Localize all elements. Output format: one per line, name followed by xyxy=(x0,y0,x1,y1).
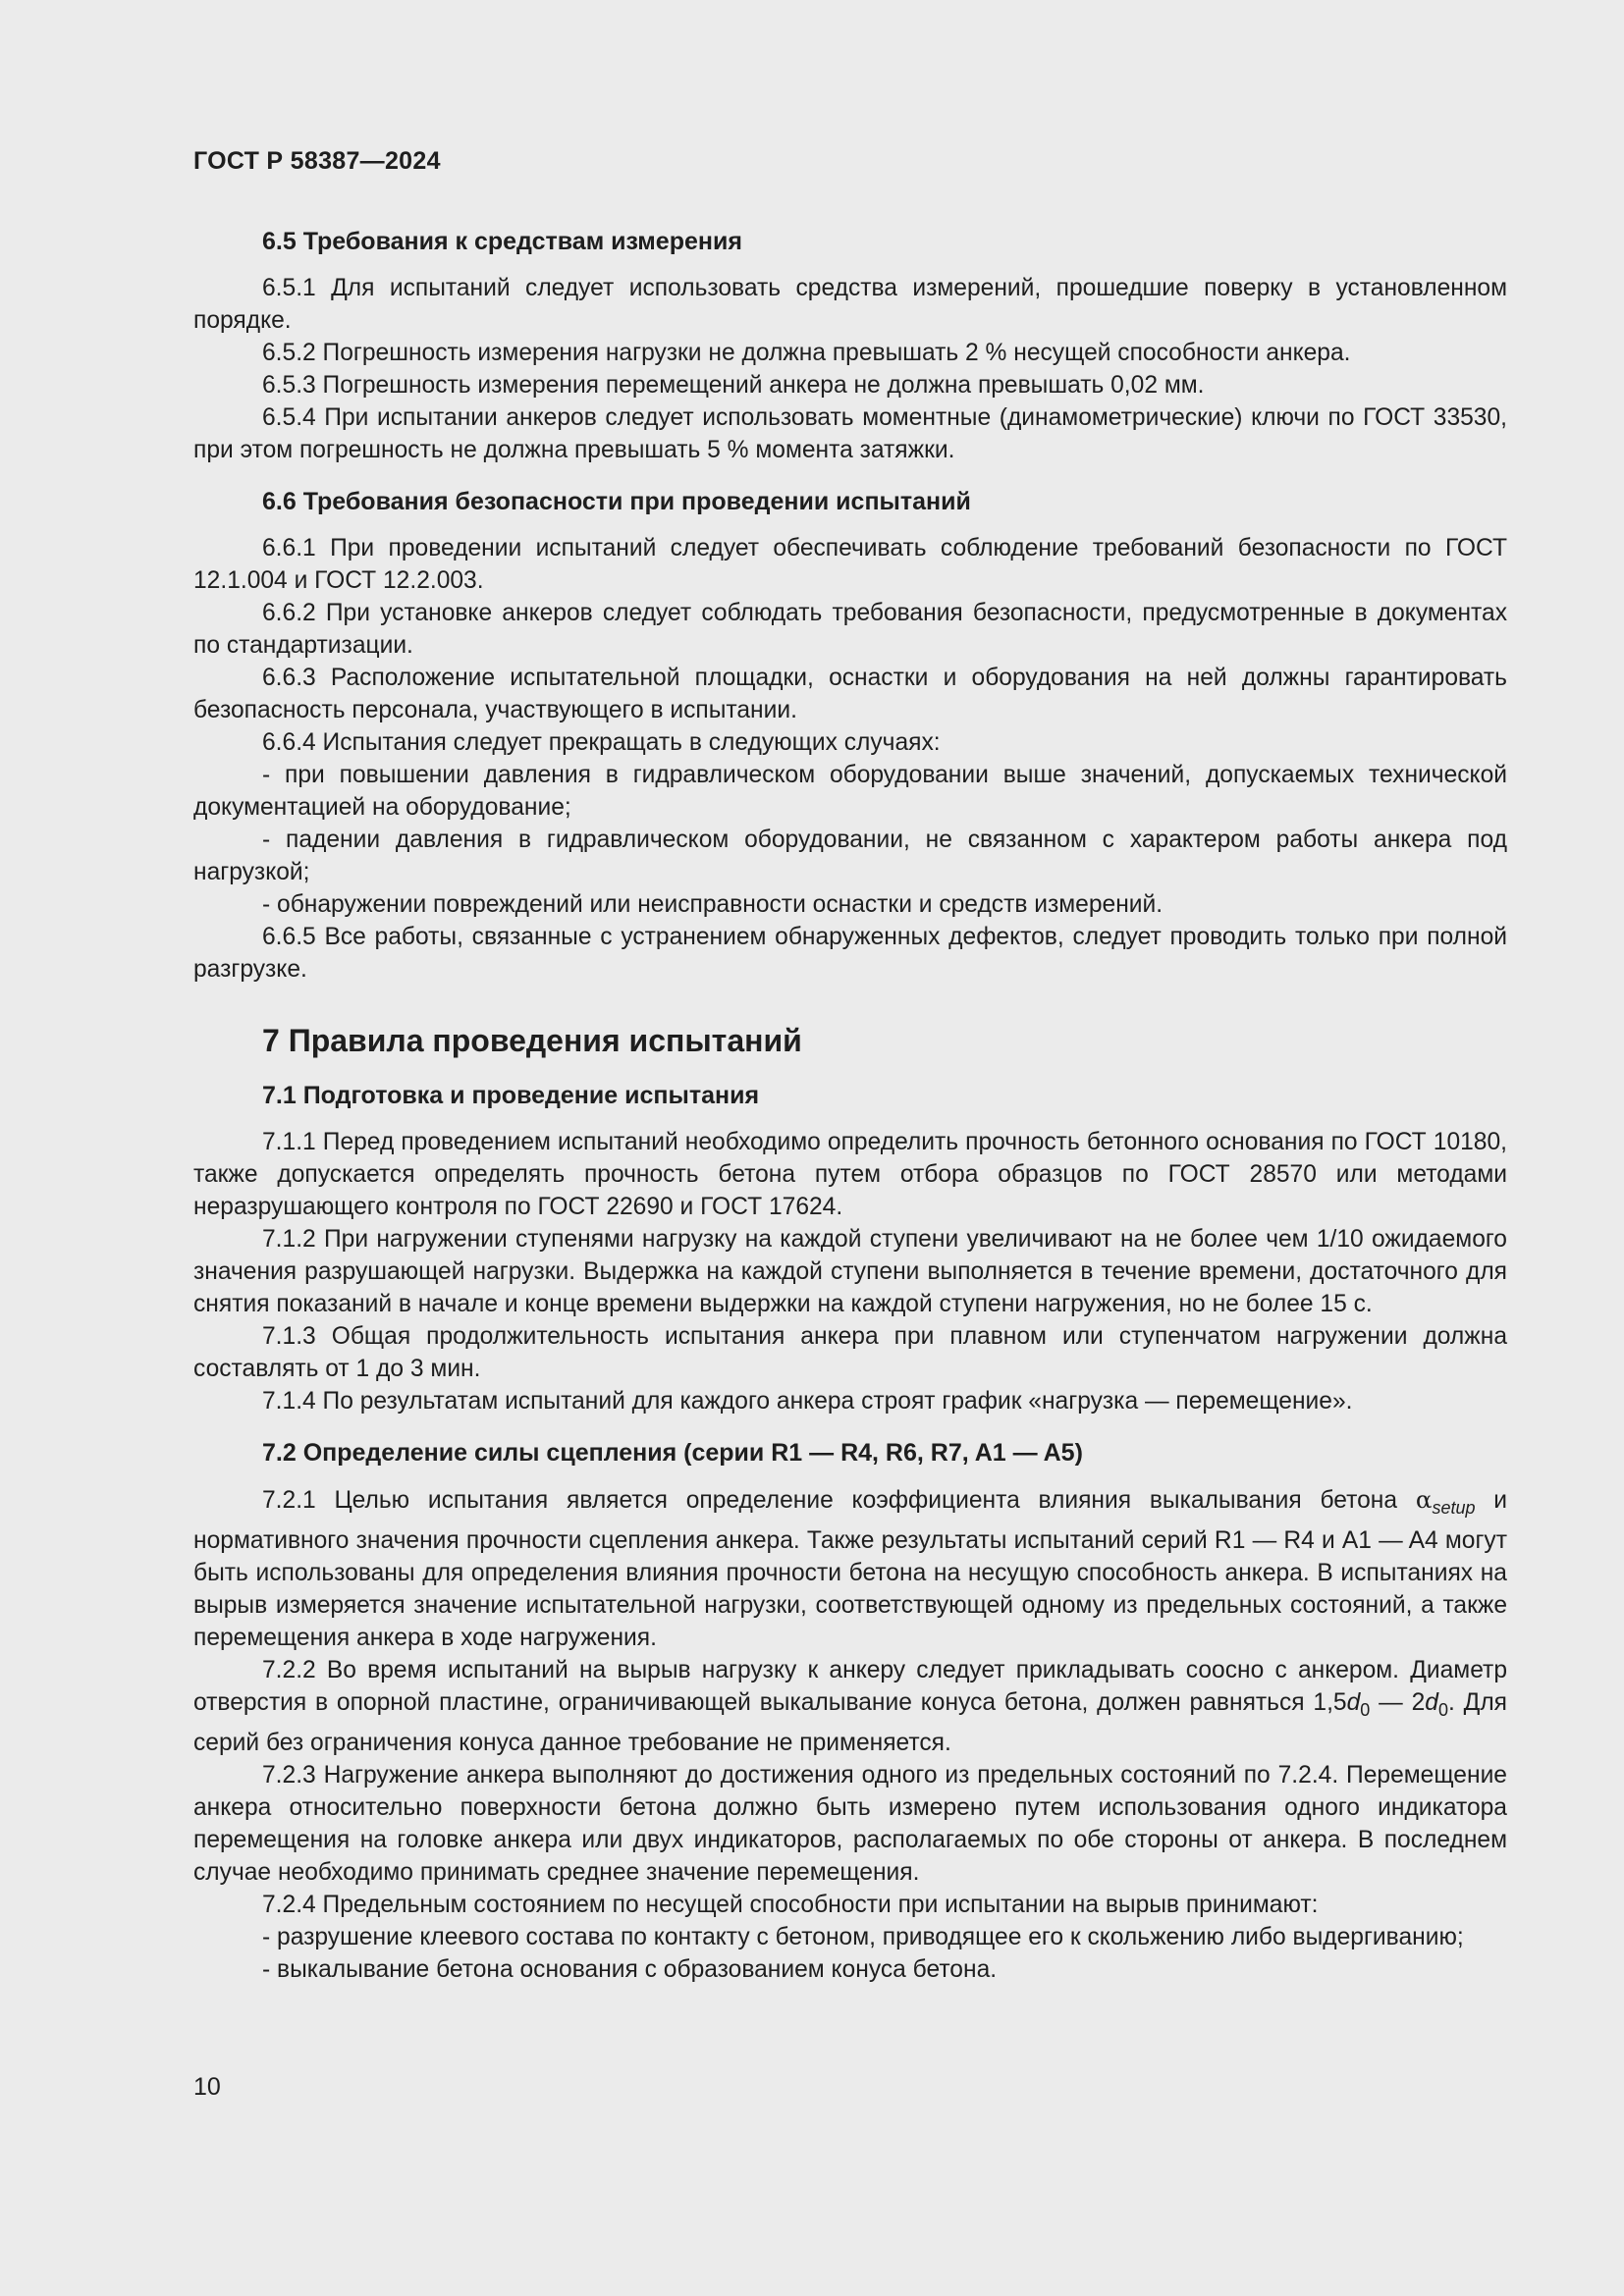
list-item-6-6-4-c: - обнаружении повреждений или неисправности оснастки и средств измерений. xyxy=(262,891,1164,918)
section-7-2-title: 7.2 Определение силы сцепления (серии R1 — R4, R6, R7, A1 — A5) xyxy=(262,1439,1083,1467)
paragraph-7-1-2: 7.1.2 При нагружении ступенями нагрузку на каждой ступени увеличивают на не более чем 1/10 ожидаемого значения разрушающей нагрузки. Выдержка на каждой ступени выполняется в течение времени, достаточного для снятия показаний в начале и конце времени выдержки на каждой ступени нагружения, но не более 15 с. xyxy=(193,1226,1507,1317)
paragraph-7-1-3: 7.1.3 Общая продолжительность испытания анкера при плавном или ступенчатом нагружении должна составлять от 1 до 3 мин. xyxy=(193,1323,1507,1382)
section-6-6-title: 6.6 Требования безопасности при проведении испытаний xyxy=(262,488,971,515)
paragraph-6-6-2: 6.6.2 При установке анкеров следует соблюдать требования безопасности, предусмотренные в документах по стандартизации. xyxy=(193,600,1507,659)
list-item-7-2-4-b: - выкалывание бетона основания с образованием конуса бетона. xyxy=(262,1955,998,1983)
paragraph-6-5-4: 6.5.4 При испытании анкеров следует использовать моментные (динамометрические) ключи по ГОСТ 33530, при этом погрешность не должна превышать 5 % момента затяжки. xyxy=(193,404,1507,463)
paragraph-6-6-3: 6.6.3 Расположение испытательной площадки, оснастки и оборудования на ней должны гарантировать безопасность персонала, участвующего в испытании. xyxy=(193,665,1507,723)
paragraph-6-6-5: 6.6.5 Все работы, связанные с устранением обнаруженных дефектов, следует проводить только при полной разгрузке. xyxy=(193,924,1507,983)
paragraph-6-5-1: 6.5.1 Для испытаний следует использовать средства измерений, прошедшие поверку в установленном порядке. xyxy=(193,275,1507,334)
paragraph-7-1-1: 7.1.1 Перед проведением испытаний необходимо определить прочность бетонного основания по ГОСТ 10180, также допускается определять прочность бетона путем отбора образцов по ГОСТ 28570 или методами неразрушающего контроля по ГОСТ 22690 и ГОСТ 17624. xyxy=(193,1129,1507,1220)
paragraph-6-6-1: 6.6.1 При проведении испытаний следует обеспечивать соблюдение требований безопасности по ГОСТ 12.1.004 и ГОСТ 12.2.003. xyxy=(193,535,1507,594)
list-item-6-6-4-b: - падении давления в гидравлическом оборудовании, не связанном с характером работы анкера под нагрузкой; xyxy=(193,827,1507,885)
section-7-1-title: 7.1 Подготовка и проведение испытания xyxy=(262,1082,760,1109)
list-item-6-6-4-a: - при повышении давления в гидравлическом оборудовании выше значений, допускаемых технической документацией на оборудование; xyxy=(193,762,1507,821)
paragraph-6-5-3: 6.5.3 Погрешность измерения перемещений анкера не должна превышать 0,02 мм. xyxy=(262,372,1205,399)
paragraph-7-2-4: 7.2.4 Предельным состоянием по несущей способности при испытании на вырыв принимают: xyxy=(262,1891,1319,1918)
page-number: 10 xyxy=(193,2073,221,2101)
paragraph-7-2-2: 7.2.2 Во время испытаний на вырыв нагрузку к анкеру следует прикладывать соосно с анкером. Диаметр отверстия в опорной пластине, ограничивающей выкалывание конуса бетона, должен равняться $1,5d_0$ — $2d_0$. Для серий без ограничения конуса данное требование не применяется. xyxy=(193,1656,1507,1756)
section-6-5-title: 6.5 Требования к средствам измерения xyxy=(262,228,742,255)
paragraph-7-2-1: 7.2.1 Целью испытания является определение коэффициента влияния выкалывания бетона $\alpha_{setup}$ и нормативного значения прочности сцепления анкера. Также результаты испытаний серий R1 — R4 и A1 — A4 могут быть использованы для определения влияния прочности бетона на несущую способность анкера. В испытаниях на вырыв измеряется значение испытательной нагрузки, соответствующей одному из предельных состояний, а также перемещения анкера в ходе нагружения. xyxy=(193,1485,1507,1651)
paragraph-7-1-4: 7.1.4 По результатам испытаний для каждого анкера строят график «нагрузка — перемещение». xyxy=(262,1388,1353,1415)
section-7-title: 7 Правила проведения испытаний xyxy=(262,1023,802,1058)
page-content xyxy=(193,226,1507,1986)
paragraph-7-2-3: 7.2.3 Нагружение анкера выполняют до достижения одного из предельных состояний по 7.2.4. Перемещение анкера относительно поверхности бетона должно быть измерено путем использования одного индикатора перемещения на головке анкера или двух индикаторов, располагаемых по обе стороны от анкера. В последнем случае необходимо принимать среднее значение перемещения. xyxy=(193,1761,1507,1886)
document-code: ГОСТ Р 58387—2024 xyxy=(193,147,441,175)
paragraph-6-6-4: 6.6.4 Испытания следует прекращать в следующих случаях: xyxy=(262,729,941,756)
list-item-7-2-4-a: - разрушение клеевого состава по контакту с бетоном, приводящее его к скольжению либо выдергиванию; xyxy=(262,1923,1464,1950)
paragraph-6-5-2: 6.5.2 Погрешность измерения нагрузки не должна превышать 2 % несущей способности анкера. xyxy=(262,340,1351,366)
